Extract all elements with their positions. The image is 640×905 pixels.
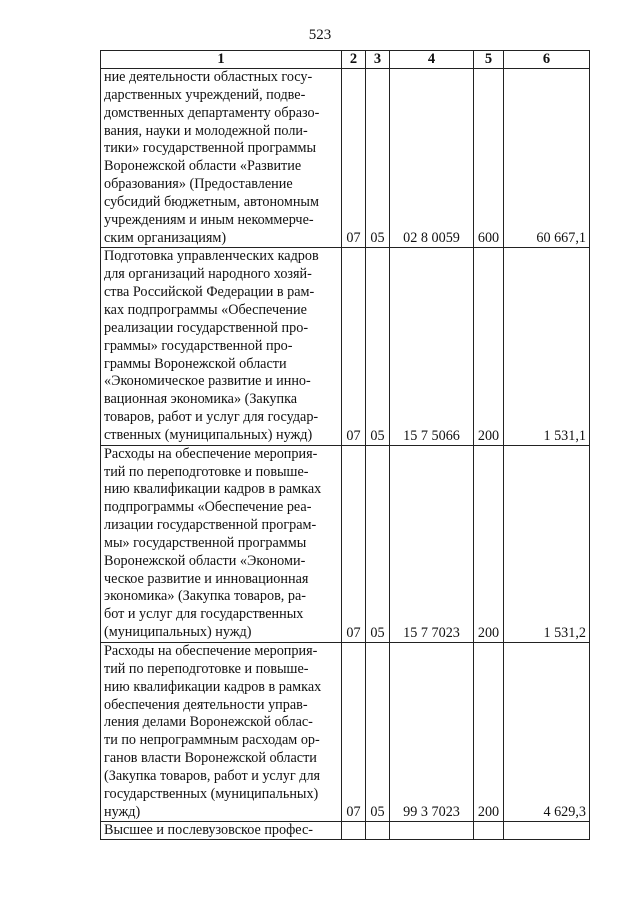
- target-article-code: 15 7 5066: [390, 248, 474, 445]
- row-description: [101, 69, 342, 248]
- empty-cell: [366, 822, 390, 840]
- description-line: тики» государственной программы: [104, 140, 317, 157]
- empty-cell: [342, 822, 366, 840]
- description-line: ским организациям): [104, 229, 227, 246]
- column-header: 1: [101, 51, 342, 69]
- row-description: [101, 643, 342, 822]
- description-line: нужд): [104, 803, 141, 820]
- description-line: субсидий бюджетным, автономным: [104, 193, 319, 210]
- header-row: [101, 51, 590, 69]
- amount-value: 60 667,1: [504, 69, 590, 248]
- description-line: подпрограммы «Обеспечение реа-: [104, 499, 312, 516]
- subsection-code: 05: [366, 445, 390, 642]
- table-row: [101, 248, 590, 445]
- description-line: товаров, работ и услуг для государ-: [104, 409, 319, 426]
- description-line: Воронежской области «Экономи-: [104, 552, 306, 569]
- description-line: обеспечения деятельности управ-: [104, 696, 308, 713]
- row-description: [101, 445, 342, 642]
- row-description: [101, 248, 342, 445]
- table-row: [101, 69, 590, 248]
- description-line: бот и услуг для государственных: [104, 606, 304, 623]
- expense-type-code: 200: [474, 248, 504, 445]
- empty-cell: [474, 822, 504, 840]
- column-header: 6: [504, 51, 590, 69]
- expense-type-code: 200: [474, 643, 504, 822]
- description-line: (муниципальных) нужд): [104, 624, 252, 641]
- description-line: тий по переподготовке и повыше-: [104, 660, 309, 677]
- description-line: для организаций народного хозяй-: [104, 266, 312, 283]
- column-header: 5: [474, 51, 504, 69]
- expense-type-code: 200: [474, 445, 504, 642]
- description-line: Подготовка управленческих кадров: [104, 248, 319, 265]
- subsection-code: 05: [366, 248, 390, 445]
- subsection-code: 05: [366, 643, 390, 822]
- amount-value: 4 629,3: [504, 643, 590, 822]
- row-description: Высшее и послевузовское профес-: [101, 822, 342, 840]
- table-row: [101, 445, 590, 642]
- table-row: [101, 643, 590, 822]
- description-line: нию квалификации кадров в рамках: [104, 678, 322, 695]
- subsection-code: 05: [366, 69, 390, 248]
- description-line: ственных (муниципальных) нужд): [104, 426, 313, 443]
- description-line: ти по непрограммным расходам ор-: [104, 732, 320, 749]
- section-code: 07: [342, 69, 366, 248]
- column-header: 4: [390, 51, 474, 69]
- description-line: ние деятельности областных госу-: [104, 69, 313, 85]
- target-article-code: 99 3 7023: [390, 643, 474, 822]
- description-line: ления делами Воронежской облас-: [104, 714, 313, 731]
- description-line: тий по переподготовке и повыше-: [104, 463, 309, 480]
- budget-table: [100, 50, 590, 840]
- description-line: нию квалификации кадров в рамках: [104, 481, 322, 498]
- amount-value: 1 531,1: [504, 248, 590, 445]
- amount-value: 1 531,2: [504, 445, 590, 642]
- description-line: вания, науки и молодежной поли-: [104, 122, 308, 139]
- column-header: 3: [366, 51, 390, 69]
- description-line: граммы» государственной про-: [104, 337, 293, 354]
- empty-cell: [390, 822, 474, 840]
- description-line: дарственных учреждений, подве-: [104, 86, 306, 103]
- description-line: граммы Воронежской области: [104, 355, 287, 372]
- section-code: 07: [342, 643, 366, 822]
- target-article-code: 15 7 7023: [390, 445, 474, 642]
- section-code: 07: [342, 445, 366, 642]
- description-line: государственных (муниципальных): [104, 785, 319, 802]
- description-line: мы» государственной программы: [104, 534, 307, 551]
- description-line: ческое развитие и инновационная: [104, 570, 309, 587]
- description-line: учреждениям и иным некоммерче-: [104, 211, 314, 228]
- page-number: 523: [308, 27, 332, 43]
- description-line: лизации государственной програм-: [104, 517, 317, 534]
- table-row: [101, 822, 590, 840]
- description-line: Расходы на обеспечение мероприя-: [104, 445, 318, 462]
- description-line: «Экономическое развитие и инно-: [104, 373, 311, 390]
- expense-type-code: 600: [474, 69, 504, 248]
- description-line: реализации государственной про-: [104, 319, 309, 336]
- description-line: ганов власти Воронежской области: [104, 750, 317, 767]
- description-line: экономика» (Закупка товаров, ра-: [104, 588, 306, 605]
- description-line: Расходы на обеспечение мероприя-: [104, 643, 318, 659]
- empty-cell: [504, 822, 590, 840]
- target-article-code: 02 8 0059: [390, 69, 474, 248]
- description-line: (Закупка товаров, работ и услуг для: [104, 767, 321, 784]
- description-line: Воронежской области «Развитие: [104, 158, 302, 175]
- section-code: 07: [342, 248, 366, 445]
- description-line: образования» (Предоставление: [104, 176, 293, 193]
- description-line: домственных департаменту образо-: [104, 104, 320, 121]
- column-header: 2: [342, 51, 366, 69]
- description-line: вационная экономика» (Закупка: [104, 391, 298, 408]
- description-line: ках подпрограммы «Обеспечение: [104, 301, 307, 318]
- description-line: ства Российской Федерации в рам-: [104, 284, 315, 301]
